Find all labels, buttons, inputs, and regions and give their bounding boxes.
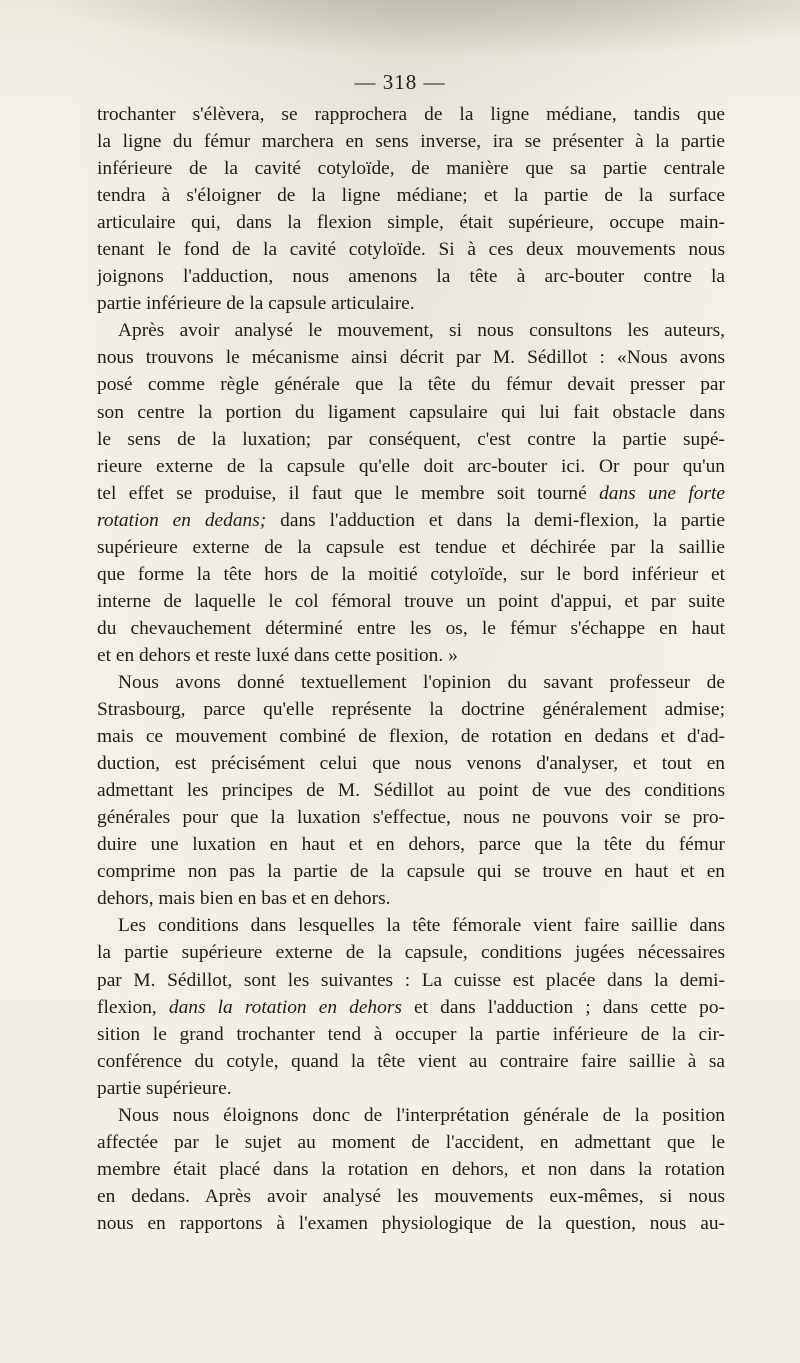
text-line: Après avoir analysé le mouvement, si nous consultons les auteurs,: [118, 320, 725, 342]
text-line: partie supérieure.: [97, 1077, 232, 1099]
text-run: tel effet se produise, il faut que le membre soit tourné: [97, 482, 600, 504]
text-line: tendra à s'éloigner de la ligne médiane; et la partie de la surface: [97, 185, 725, 207]
text-line: mais ce mouvement combiné de flexion, de rotation en dedans et d'ad-: [97, 726, 725, 748]
text-line: rieure externe de la capsule qu'elle doit arc-bouter ici. Or pour qu'un: [97, 455, 725, 477]
text-line: et en dehors et reste luxé dans cette position. »: [97, 644, 458, 666]
paragraph: [97, 669, 725, 912]
text-line: interne de laquelle le col fémoral trouve un point d'appui, et par suite: [97, 590, 725, 612]
scan-shadow: [0, 0, 800, 60]
italic-run: dans la rotation en dehors: [168, 996, 402, 1018]
italic-run: rotation en dedans;: [97, 509, 267, 531]
paragraph: [97, 101, 725, 317]
text-line: nous en rapportons à l'examen physiologique de la question, nous au-: [97, 1212, 725, 1234]
text-line: son centre la portion du ligament capsulaire qui lui fait obstacle dans: [97, 401, 725, 423]
text-line: trochanter s'élèvera, se rapprochera de la ligne médiane, tandis que: [97, 104, 725, 125]
text-line: conférence du cotyle, quand la tête vient au contraire faire saillie à sa: [97, 1050, 725, 1072]
text-line: [97, 994, 725, 1021]
paragraph: [97, 912, 725, 1101]
text-line: la partie supérieure externe de la capsule, conditions jugées nécessaires: [97, 942, 725, 964]
text-line: sition le grand trochanter tend à occuper la partie inférieure de la cir-: [97, 1023, 725, 1045]
italic-run: dans une forte: [599, 482, 725, 504]
text-line: nous trouvons le mécanisme ainsi décrit par M. Sédillot : «Nous avons: [97, 347, 725, 369]
text-line: articulaire qui, dans la flexion simple, était supérieure, occupe main-: [97, 212, 725, 234]
text-line: affectée par le sujet au moment de l'accident, en admettant que le: [97, 1131, 725, 1153]
text-line: la ligne du fémur marchera en sens inverse, ira se présenter à la partie: [97, 131, 725, 153]
text-line: le sens de la luxation; par conséquent, c'est contre la partie supé-: [97, 428, 725, 450]
text-line: [97, 480, 725, 507]
body-text: [97, 101, 725, 1237]
text-line: duire une luxation en haut et en dehors, parce que la tête du fémur: [97, 834, 725, 856]
text-line: Les conditions dans lesquelles la tête fémorale vient faire saillie dans: [118, 915, 725, 937]
text-line: du chevauchement déterminé entre les os, le fémur s'échappe en haut: [97, 617, 725, 639]
text-line: duction, est précisément celui que nous venons d'analyser, et tout en: [97, 753, 725, 775]
paragraph: [97, 1102, 725, 1237]
text-line: partie inférieure de la capsule articulaire.: [97, 293, 415, 315]
text-line: par M. Sédillot, sont les suivantes : La cuisse est placée dans la demi-: [97, 969, 725, 991]
text-line: inférieure de la cavité cotyloïde, de manière que sa partie centrale: [97, 158, 725, 180]
text-line: en dedans. Après avoir analysé les mouvements eux-mêmes, si nous: [97, 1185, 725, 1207]
text-line: membre était placé dans la rotation en dehors, et non dans la rotation: [97, 1158, 725, 1180]
text-line: [97, 507, 725, 534]
text-line: générales pour que la luxation s'effectue, nous ne pouvons voir se pro-: [97, 807, 725, 829]
text-run: dans l'adduction et dans la demi-flexion, la partie: [266, 509, 725, 531]
page-number: — 318 —: [354, 70, 446, 94]
text-line: comprime non pas la partie de la capsule qui se trouve en haut et en: [97, 861, 725, 883]
text-line: admettant les principes de M. Sédillot au point de vue des conditions: [97, 780, 725, 802]
paragraph: [97, 317, 725, 669]
text-line: Nous nous éloignons donc de l'interprétation générale de la position: [118, 1104, 725, 1126]
text-run: et dans l'adduction ; dans cette po-: [401, 996, 725, 1018]
text-line: Nous avons donné textuellement l'opinion du savant professeur de: [118, 671, 725, 693]
text-run: flexion,: [97, 996, 169, 1018]
text-line: dehors, mais bien en bas et en dehors.: [97, 888, 391, 910]
text-line: posé comme règle générale que la tête du fémur devait presser par: [97, 374, 725, 396]
text-line: Strasbourg, parce qu'elle représente la doctrine généralement admise;: [97, 699, 725, 721]
text-line: joignons l'adduction, nous amenons la tête à arc-bouter contre la: [97, 266, 725, 288]
text-line: que forme la tête hors de la moitié cotyloïde, sur le bord inférieur et: [97, 563, 725, 585]
text-line: tenant le fond de la cavité cotyloïde. Si à ces deux mouvements nous: [97, 239, 725, 261]
text-line: supérieure externe de la capsule est tendue et déchirée par la saillie: [97, 536, 725, 558]
